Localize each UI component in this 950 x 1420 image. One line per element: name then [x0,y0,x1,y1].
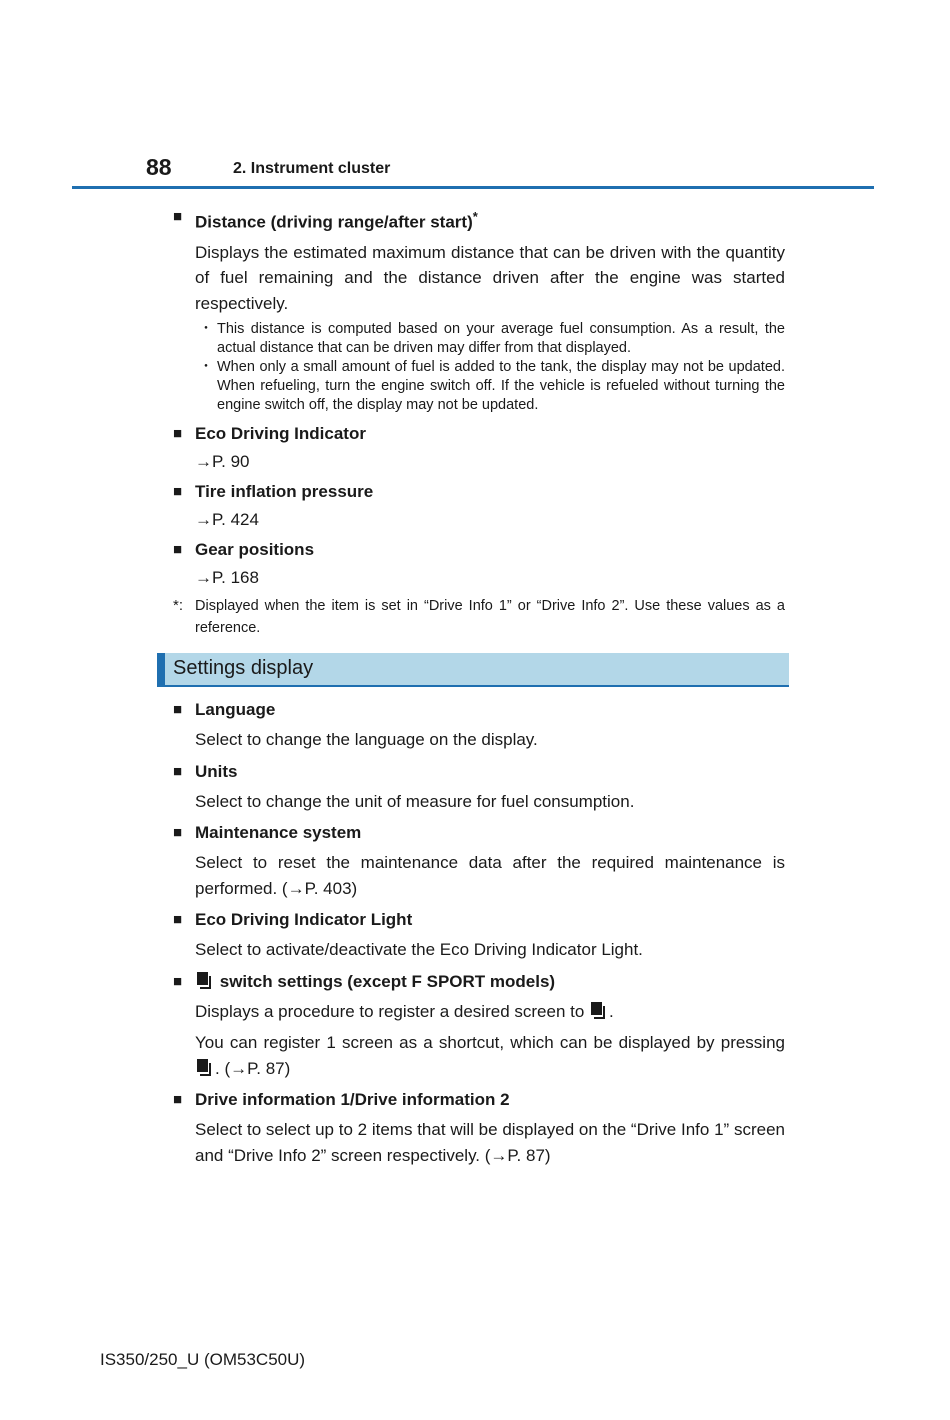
note-item [195,358,785,415]
subsection-title: Distance (driving range/after start) [195,212,473,232]
display-switch-icon [197,1059,213,1077]
footnote-mark: *: [173,597,184,615]
footnote-mark: * [472,209,478,224]
paragraph: Displays the estimated maximum distance that can be driven with the quantity of fuel remaining and the distance driven after the engine was started respectively. [195,242,785,313]
section-heading-band [157,653,789,687]
subsection-heading [173,909,785,931]
square-bullet-icon: ■ [173,425,183,443]
paragraph: Select to change the language on the display. [195,730,538,750]
note-text: When only a small amount of fuel is added to the tank, the display may not be updated. When refueling, turn the engine switch off. If the vehicle is refueled without turning the engine switch off, the display may not be updated. [217,359,785,414]
subsection-title: Drive information 1/Drive information 2 [195,1090,510,1110]
note-text: This distance is computed based on your average fuel consumption. As a result, the actual distance that can be driven may differ from that displayed. [217,321,785,357]
subsection-title: Eco Driving Indicator Light [195,910,413,930]
page-reference-link[interactable]: →P. 424 [195,510,259,530]
subsection-heading [173,971,785,993]
paragraph: Select to activate/deactivate the Eco Driving Indicator Light. [195,940,643,960]
square-bullet-icon: ■ [173,972,183,990]
bullet-dot-icon: ・ [198,321,214,338]
paragraph-text: . (→P. 87) [215,1058,291,1078]
square-bullet-icon: ■ [173,911,183,929]
paragraph [195,999,785,1025]
subsection-title: Maintenance system [195,823,362,843]
bullet-dot-icon: ・ [198,359,214,376]
page-reference-link[interactable]: →P. 168 [195,568,259,588]
paragraph-text: You can register 1 screen as a shortcut, which can be displayed by pressing [195,1033,785,1053]
subsection-heading [173,206,785,234]
subsection-heading [173,423,785,445]
paragraph-text: Displays a procedure to register a desired screen to [195,1001,585,1021]
subsection-title: Gear positions [195,540,315,560]
subsection-title: Language [195,700,276,720]
square-bullet-icon: ■ [173,208,183,225]
subsection-title: Eco Driving Indicator [195,424,366,444]
paragraph [195,1030,785,1081]
subsection-heading [173,539,785,561]
subsection-title: Units [195,761,238,781]
subsection-heading [173,822,785,844]
section-accent-bar [157,653,165,687]
subsection-heading [173,481,785,503]
display-switch-icon [591,1002,607,1020]
notes-list [195,320,785,415]
footnote [173,595,785,639]
page-content [173,198,785,1168]
page-number: 88 [146,154,172,180]
footnote-text: Displayed when the item is set in “Drive Info 1” or “Drive Info 2”. Use these values as a reference. [195,598,785,637]
header-divider [72,186,874,189]
square-bullet-icon: ■ [173,483,183,501]
subsection-title: Tire inflation pressure [195,482,374,502]
paragraph-text: . [609,1001,614,1021]
square-bullet-icon: ■ [173,824,183,842]
display-switch-icon [197,972,213,990]
square-bullet-icon: ■ [173,541,183,559]
subsection-heading [173,699,785,721]
paragraph: Select to change the unit of measure for fuel consumption. [195,791,635,811]
paragraph: Select to reset the maintenance data after the required maintenance is performed. (→P. 403) [195,853,785,898]
square-bullet-icon: ■ [173,701,183,719]
page-footer: IS350/250_U (OM53C50U) [100,1350,306,1369]
chapter-title: 2. Instrument cluster [233,160,391,177]
subsection-heading [173,761,785,783]
page-header [0,150,950,190]
page-reference-link[interactable]: →P. 90 [195,452,250,472]
section-title: Settings display [173,657,314,680]
square-bullet-icon: ■ [173,1091,183,1109]
subsection-title: switch settings (except F SPORT models) [219,971,556,991]
note-item [195,320,785,358]
paragraph: Select to select up to 2 items that will be displayed on the “Drive Info 1” screen and “Drive Info 2” screen respectively. (→P. 87) [195,1120,785,1165]
subsection-heading [173,1089,785,1111]
square-bullet-icon: ■ [173,762,183,780]
